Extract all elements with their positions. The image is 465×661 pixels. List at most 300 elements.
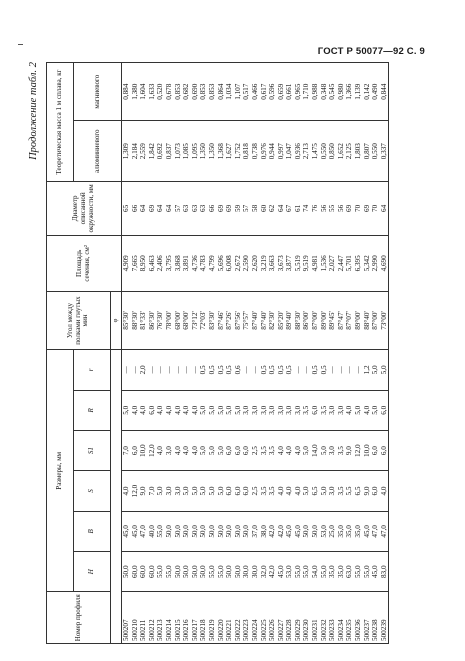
table-cell: 4,0	[277, 430, 286, 470]
table-row	[156, 63, 165, 644]
table-cell: 35,0	[337, 511, 346, 551]
table-cell: 1,047	[285, 121, 294, 182]
table-cell: 6,0	[380, 390, 389, 430]
table-cell: 0,936	[294, 121, 303, 182]
table-cell: 9,0	[345, 430, 354, 470]
table-cell: 4,0	[139, 390, 148, 430]
table-cell: —	[302, 350, 311, 390]
table-cell: 50,0	[182, 552, 191, 592]
table-cell: 3,0	[165, 430, 174, 470]
table-cell: 500210	[131, 592, 140, 644]
table-cell: 6,463	[148, 235, 157, 291]
table-cell: 0,980	[337, 63, 346, 121]
table-cell: 50,0	[199, 511, 208, 551]
table-cell: 5,0	[199, 471, 208, 511]
table-cell: 50,0	[242, 511, 251, 551]
table-cell: 0,818	[242, 121, 251, 182]
table-cell: 0,988	[311, 63, 320, 121]
table-cell: 500233	[328, 592, 337, 644]
table-cell: 3,0	[294, 390, 303, 430]
table-cell: 9,519	[302, 235, 311, 291]
table-cell: —	[122, 350, 131, 390]
table-cell: 6,0	[371, 430, 380, 470]
table-cell: 50,0	[311, 511, 320, 551]
table-cell: 56	[337, 181, 346, 235]
table-cell: 2,125	[345, 121, 354, 182]
table-cell: 88°40'	[363, 291, 372, 349]
table-cell: 87°47'	[337, 291, 346, 349]
table-cell: 1,604	[139, 63, 148, 121]
col-h: H	[74, 552, 111, 592]
table-cell: 0,853	[208, 63, 217, 121]
table-row	[199, 63, 208, 644]
table-cell: 5,0	[225, 390, 234, 430]
table-cell: 500234	[337, 592, 346, 644]
table-cell: 3,0	[285, 390, 294, 430]
table-cell: 55,0	[302, 552, 311, 592]
table-cell: 1,073	[174, 121, 183, 182]
table-cell: 3,663	[268, 235, 277, 291]
table-cell: 500212	[148, 592, 157, 644]
table-cell: 3,795	[165, 235, 174, 291]
table-cell: 5,0	[122, 390, 131, 430]
table-cell: 0,659	[277, 63, 286, 121]
table-cell: 1,710	[302, 63, 311, 121]
table-cell: 4,0	[191, 430, 200, 470]
table-cell: 45,0	[371, 552, 380, 592]
table-cell: 5,0	[191, 471, 200, 511]
table-cell: 4,0	[131, 390, 140, 430]
table-cell: 0,864	[217, 63, 226, 121]
table-cell: 9,0	[139, 471, 148, 511]
table-cell: 87°56'	[234, 291, 243, 349]
table-cell: 1,366	[345, 63, 354, 121]
table-row	[174, 63, 183, 644]
table-cell: 50,0	[208, 511, 217, 551]
table-cell: 500232	[320, 592, 329, 644]
table-cell: 5,0	[217, 390, 226, 430]
table-cell: 500214	[165, 592, 174, 644]
table-cell: 50,0	[234, 552, 243, 592]
table-cell: 50,0	[191, 552, 200, 592]
table-cell: 50,0	[174, 511, 183, 551]
table-cell: 5,701	[345, 235, 354, 291]
table-cell: 5,0	[199, 430, 208, 470]
table-cell: 500225	[260, 592, 269, 644]
table-cell: 5,0	[380, 350, 389, 390]
table-cell: 0,837	[165, 121, 174, 182]
table-cell: 5,0	[156, 471, 165, 511]
table-cell: 64	[165, 181, 174, 235]
table-cell: 55,0	[156, 552, 165, 592]
table-cell: 2,672	[234, 235, 243, 291]
table-cell: 12,0	[148, 430, 157, 470]
table-cell: 5,0	[199, 390, 208, 430]
table-cell: 5,0	[208, 430, 217, 470]
table-cell: 0,692	[156, 121, 165, 182]
table-cell: 4,0	[363, 390, 372, 430]
table-cell: 88°30'	[294, 291, 303, 349]
table-cell: 6,0	[380, 430, 389, 470]
table-cell: 4,0	[156, 430, 165, 470]
table-cell: 53,0	[285, 552, 294, 592]
table-cell: 87°46'	[217, 291, 226, 349]
table-cell: 500219	[208, 592, 217, 644]
table-cell: 1,350	[199, 121, 208, 182]
table-cell: 42,0	[268, 552, 277, 592]
table-cell: 6,0	[311, 390, 320, 430]
table-cell: 1,842	[148, 121, 157, 182]
table-cell: 55,0	[363, 552, 372, 592]
table-cell: —	[251, 350, 260, 390]
table-cell: 0,678	[165, 63, 174, 121]
table-cell: 63	[191, 181, 200, 235]
table-cell: 6,0	[242, 471, 251, 511]
table-cell: 55,0	[320, 552, 329, 592]
table-cell: 3,0	[277, 390, 286, 430]
table-row	[122, 63, 131, 644]
table-row	[139, 63, 148, 644]
table-row	[354, 63, 363, 644]
table-cell: 4,0	[182, 390, 191, 430]
table-cell: 0,5	[217, 350, 226, 390]
table-cell: 500215	[174, 592, 183, 644]
table-cell: 3,5	[260, 471, 269, 511]
table-row	[328, 63, 337, 644]
table-cell: 60	[260, 181, 269, 235]
table-row	[363, 63, 372, 644]
table-cell: 38,0	[260, 511, 269, 551]
table-row	[311, 63, 320, 644]
table-cell: 0,997	[277, 121, 286, 182]
table-cell: 50,0	[122, 552, 131, 592]
profile-data-table	[46, 62, 389, 644]
table-cell: 64	[139, 181, 148, 235]
table-cell: 0,550	[371, 121, 380, 182]
table-cell: 6,0	[225, 471, 234, 511]
table-cell: 0,5	[277, 350, 286, 390]
table-cell: 7,0	[148, 471, 157, 511]
col-aluminum: алюминиевого	[74, 121, 122, 182]
table-cell: 0,853	[174, 63, 183, 121]
table-cell: 68°00'	[174, 291, 183, 349]
table-cell: 1,2	[363, 350, 372, 390]
table-cell: 12,0	[354, 430, 363, 470]
table-cell: 83,0	[380, 552, 389, 592]
table-cell: 3,5	[302, 390, 311, 430]
table-row	[320, 63, 329, 644]
table-cell: 0,850	[328, 121, 337, 182]
table-cell: 63,0	[345, 552, 354, 592]
table-cell: 0,5	[320, 350, 329, 390]
table-row	[285, 63, 294, 644]
table-cell: —	[182, 350, 191, 390]
table-cell: 0,6	[234, 350, 243, 390]
table-cell: 500228	[285, 592, 294, 644]
table-cell: 45,0	[122, 511, 131, 551]
table-cell: 2,0	[139, 350, 148, 390]
table-cell: 1,633	[148, 63, 157, 121]
table-cell: 5,0	[302, 471, 311, 511]
table-cell: 3,891	[182, 235, 191, 291]
table-cell: 0,690	[191, 63, 200, 121]
table-cell: 85°20'	[277, 291, 286, 349]
table-cell: 42,0	[268, 511, 277, 551]
table-cell: 0,5	[260, 350, 269, 390]
table-cell: 69	[148, 181, 157, 235]
table-cell: 500238	[371, 592, 380, 644]
table-cell: 0,490	[371, 63, 380, 121]
table-row	[208, 63, 217, 644]
table-cell: 500217	[191, 592, 200, 644]
table-cell: 87°00'	[311, 291, 320, 349]
col-s: S	[74, 471, 111, 511]
table-cell: 3,0	[328, 471, 337, 511]
col-magnesium: магниевого	[74, 63, 122, 121]
table-row	[217, 63, 226, 644]
table-cell: 6,395	[354, 235, 363, 291]
table-cell: 4,0	[174, 390, 183, 430]
table-cell: 0,5	[285, 350, 294, 390]
table-cell: 4,799	[208, 235, 217, 291]
table-cell: 66	[131, 181, 140, 235]
table-cell: 3,0	[337, 390, 346, 430]
table-cell: 6,5	[354, 471, 363, 511]
col-group-sizes: Размеры, мм	[47, 350, 74, 592]
table-cell: —	[165, 350, 174, 390]
table-cell: 59	[234, 181, 243, 235]
table-cell: 3,219	[260, 235, 269, 291]
table-cell: 67	[285, 181, 294, 235]
table-cell: 500229	[294, 592, 303, 644]
table-cell: 14,0	[311, 430, 320, 470]
table-cell: 500239	[380, 592, 389, 644]
table-cell: 4,0	[122, 471, 131, 511]
table-cell: 70	[371, 181, 380, 235]
table-cell: 7,0	[122, 430, 131, 470]
table-cell: 0,520	[156, 63, 165, 121]
table-cell: 2,027	[328, 235, 337, 291]
table-cell: 30,0	[242, 552, 251, 592]
table-cell: 50,0	[191, 511, 200, 551]
table-cell: 55,0	[165, 552, 174, 592]
table-cell: 50,0	[234, 511, 243, 551]
table-cell: 8,950	[139, 235, 148, 291]
table-cell: 25,0	[328, 511, 337, 551]
table-cell: 5,0	[217, 430, 226, 470]
table-cell: —	[156, 350, 165, 390]
table-cell: 500216	[182, 592, 191, 644]
table-cell: —	[337, 350, 346, 390]
table-cell: 88°30'	[131, 291, 140, 349]
table-cell: 2,184	[131, 121, 140, 182]
table-cell: 64	[380, 181, 389, 235]
table-cell: 6,5	[311, 471, 320, 511]
table-cell: 87°26'	[225, 291, 234, 349]
table-cell: 35,0	[354, 511, 363, 551]
table-cell: 60,0	[139, 552, 148, 592]
table-cell: 5,0	[320, 430, 329, 470]
table-cell: 3,0	[260, 390, 269, 430]
table-cell: 35,0	[337, 552, 346, 592]
col-diameter: Диаметр описанной окружности, мм	[47, 181, 122, 235]
table-cell: 69	[225, 181, 234, 235]
table-cell: 4,0	[156, 390, 165, 430]
table-cell: 1,752	[234, 121, 243, 182]
table-cell: 87°40'	[251, 291, 260, 349]
table-cell: —	[148, 350, 157, 390]
table-cell: 0,853	[199, 63, 208, 121]
table-cell: 500220	[217, 592, 226, 644]
table-cell: 45,0	[277, 552, 286, 592]
table-cell: 0,517	[242, 63, 251, 121]
table-cell: 4,981	[311, 235, 320, 291]
table-cell: 3,5	[337, 471, 346, 511]
table-cell: 58	[251, 181, 260, 235]
table-cell: 45,0	[294, 511, 303, 551]
table-cell: 500223	[242, 592, 251, 644]
table-cell: 2,447	[337, 235, 346, 291]
table-cell: 10,0	[139, 430, 148, 470]
table-cell: 500235	[345, 592, 354, 644]
table-row	[242, 63, 251, 644]
table-cell: 60,0	[131, 552, 140, 592]
table-cell: 47,0	[139, 511, 148, 551]
table-cell: 89°00'	[320, 291, 329, 349]
table-cell: 1,350	[208, 121, 217, 182]
table-cell: 1,380	[131, 63, 140, 121]
table-cell: 68°00'	[182, 291, 191, 349]
table-cell: 87°07'	[345, 291, 354, 349]
table-cell: 3,877	[285, 235, 294, 291]
table-cell: 4,909	[122, 235, 131, 291]
table-cell: 76	[311, 181, 320, 235]
table-cell: 500226	[268, 592, 277, 644]
table-body	[122, 63, 389, 644]
table-cell: 63	[182, 181, 191, 235]
table-cell: 500231	[311, 592, 320, 644]
table-cell: 4,0	[380, 471, 389, 511]
table-cell: 50,0	[182, 511, 191, 551]
table-row	[345, 63, 354, 644]
table-cell: 5,0	[234, 390, 243, 430]
table-cell: 2,620	[251, 235, 260, 291]
table-cell: 5,0	[208, 390, 217, 430]
table-cell: 500207	[122, 592, 131, 644]
table-cell: 81°33'	[139, 291, 148, 349]
table-cell: 3,673	[277, 235, 286, 291]
table-cell: 6,0	[225, 430, 234, 470]
table-cell: 4,0	[191, 390, 200, 430]
table-cell: —	[191, 350, 200, 390]
table-cell: 61	[294, 181, 303, 235]
table-cell: 47,0	[371, 511, 380, 551]
table-cell: 45,0	[131, 511, 140, 551]
table-cell: 72°03'	[199, 291, 208, 349]
table-cell: 35,0	[345, 511, 354, 551]
table-cell: 0,545	[328, 63, 337, 121]
table-cell: 6,0	[234, 430, 243, 470]
table-cell: —	[345, 350, 354, 390]
table-cell: 3,0	[165, 471, 174, 511]
table-cell: 6,0	[234, 471, 243, 511]
table-row	[277, 63, 286, 644]
table-cell: 2,713	[302, 121, 311, 182]
table-cell: 76°30'	[156, 291, 165, 349]
table-cell: 4,0	[182, 430, 191, 470]
table-row	[380, 63, 389, 644]
table-cell: 73°00'	[380, 291, 389, 349]
table-cell: 0,348	[320, 63, 329, 121]
table-cell: 50,0	[302, 511, 311, 551]
table-row	[131, 63, 140, 644]
table-row	[294, 63, 303, 644]
table-row	[302, 63, 311, 644]
table-cell: 86°30'	[148, 291, 157, 349]
table-cell: 89°40'	[285, 291, 294, 349]
col-angle-symbol: φ	[111, 291, 122, 349]
table-cell: 55,0	[217, 552, 226, 592]
table-cell: —	[294, 350, 303, 390]
table-cell: 74	[302, 181, 311, 235]
table-cell: 69	[217, 181, 226, 235]
col-r-upper: R	[74, 390, 111, 430]
table-cell: 4,0	[165, 390, 174, 430]
table-row	[225, 63, 234, 644]
table-cell: 4,0	[285, 471, 294, 511]
table-cell: 5,0	[371, 390, 380, 430]
table-cell: 55,0	[294, 552, 303, 592]
table-cell: 6,0	[242, 430, 251, 470]
table-cell: 3,0	[251, 390, 260, 430]
table-cell: 63	[199, 181, 208, 235]
table-row	[337, 63, 346, 644]
table-cell: 5,519	[294, 235, 303, 291]
table-cell: 3,5	[268, 471, 277, 511]
table-cell: 2,559	[139, 121, 148, 182]
table-cell: 500227	[277, 592, 286, 644]
table-cell: 5,0	[302, 430, 311, 470]
table-cell: 87°00'	[371, 291, 380, 349]
table-cell: 5,0	[354, 390, 363, 430]
table-cell: —	[354, 350, 363, 390]
table-cell: 500236	[354, 592, 363, 644]
table-cell: 55	[328, 181, 337, 235]
table-row	[260, 63, 269, 644]
table-cell: 42,0	[277, 511, 286, 551]
col-group-mass: Теоретическая масса 1 м сплава, кг	[47, 63, 74, 182]
table-cell: 75°57'	[242, 291, 251, 349]
table-cell: 6,008	[225, 235, 234, 291]
table-cell: 50,0	[225, 552, 234, 592]
table-cell: 0,337	[380, 121, 389, 182]
table-cell: 53,0	[320, 511, 329, 551]
table-cell: 85°30'	[122, 291, 131, 349]
table-cell: 5,0	[182, 471, 191, 511]
table-cell: 0,965	[294, 63, 303, 121]
table-cell: 3,5	[320, 390, 329, 430]
table-cell: 86°00'	[302, 291, 311, 349]
table-cell: 0,807	[363, 121, 372, 182]
table-cell: 3,0	[328, 430, 337, 470]
table-cell: 2,406	[156, 235, 165, 291]
table-cell: 0,5	[208, 350, 217, 390]
table-cell: 6,0	[371, 471, 380, 511]
table-cell: 4,0	[294, 430, 303, 470]
table-cell: —	[131, 350, 140, 390]
table-cell: 1,803	[354, 121, 363, 182]
table-cell: —	[242, 350, 251, 390]
